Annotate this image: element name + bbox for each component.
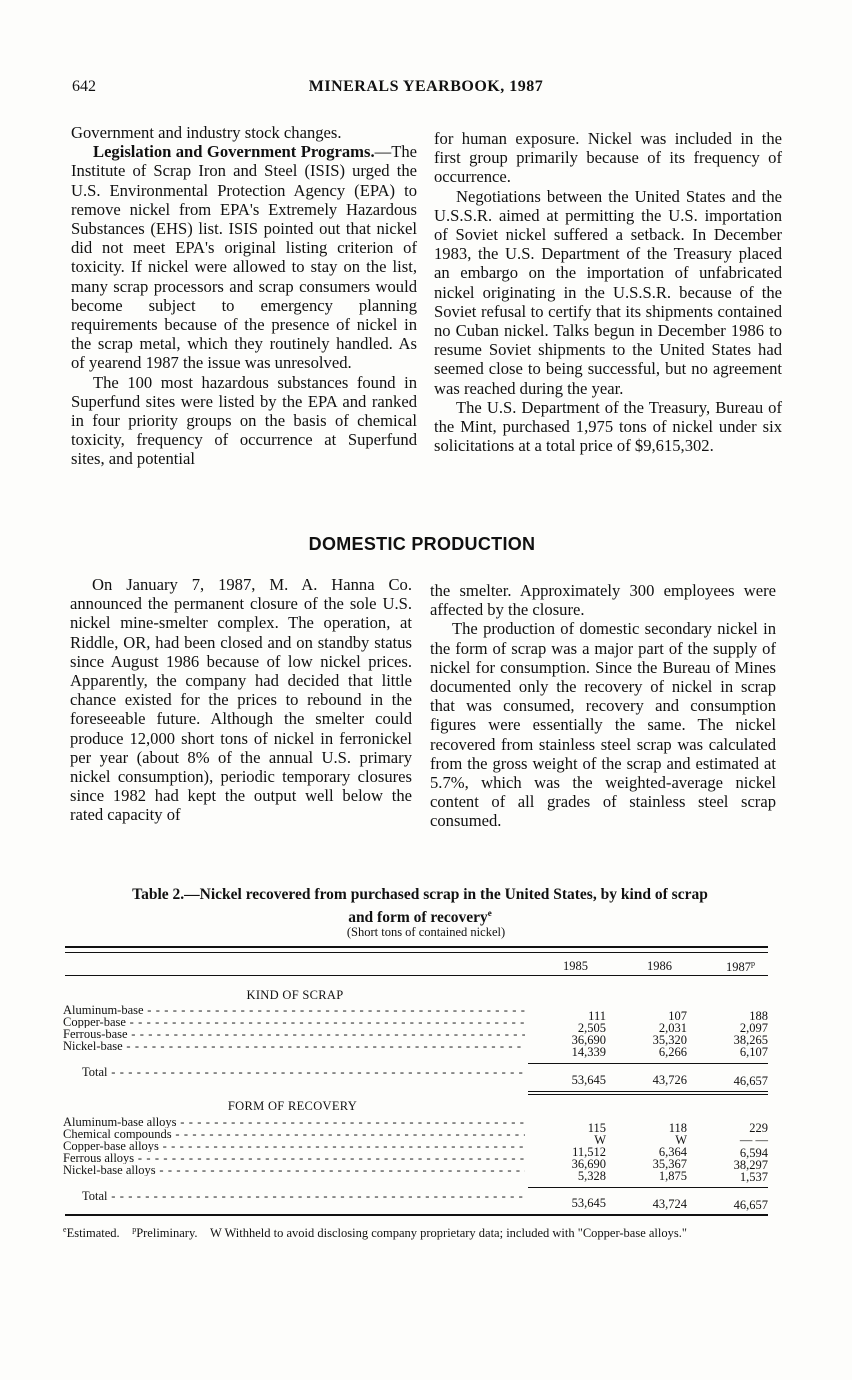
table-title <box>60 885 780 927</box>
row-label-nickel-base: Nickel-base - - - <box>63 1040 525 1052</box>
cell-total: 53,645 <box>571 1196 606 1210</box>
cell: 118 <box>668 1121 687 1135</box>
legislation-body: —The Institute of Scrap Iron and Steel (ISIS) urged the U.S. Environmental Protection Agency (EPA) to remove nickel from EPA's Extremely Hazardous Substances (EHS) list. ISIS pointed out that nickel did not meet EPA's original listing criterion of toxicity. If nickel were allowed to stay on the list, many scrap processors and scrap consumers would become subject to emergency planning requirements because of the presence of nickel in the scrap metal, which they routinely handled. As of yearend 1987 the issue was unresolved. <box>71 142 417 373</box>
cell: 115 <box>587 1121 606 1135</box>
cell: W <box>675 1133 687 1147</box>
column-header-1986: 1986 <box>647 959 672 973</box>
cell: 5,328 <box>577 1169 606 1183</box>
cell: 1,537 <box>739 1170 768 1184</box>
cell: 1,875 <box>658 1169 687 1183</box>
cell-total: 43,726 <box>652 1073 687 1087</box>
row-label-chemical-compounds: Chemical compounds - - - <box>63 1128 525 1140</box>
cell: W <box>594 1133 606 1147</box>
cell: 35,367 <box>652 1157 687 1171</box>
row-label-aluminum-base: Aluminum-base - - - <box>63 1004 525 1016</box>
total-rule <box>528 1091 768 1092</box>
footnote-withheld: W Withheld to avoid disclosing company proprietary data; included with "Copper-base alloys." <box>210 1226 687 1241</box>
row-label-nickel-base-alloys: Nickel-base alloys - - - <box>63 1164 525 1176</box>
running-title: MINERALS YEARBOOK, 1987 <box>308 78 544 95</box>
cell: 6,594 <box>739 1146 768 1160</box>
table-bottom-rule <box>65 1214 768 1216</box>
column-right-bottom <box>430 581 776 831</box>
cell: 2,505 <box>577 1021 606 1035</box>
cell: 2,031 <box>658 1021 687 1035</box>
table-top-rule <box>65 946 768 948</box>
table-top-rule-inner <box>65 952 768 953</box>
paragraph-legislation <box>71 142 417 372</box>
table-header-rule <box>65 975 768 976</box>
page-number: 642 <box>72 78 96 95</box>
subtotal-rule <box>528 1187 768 1188</box>
paragraph-superfund: The 100 most hazardous substances found in Superfund sites were listed by the EPA and ranked in four priority groups on the basis of chemical toxicity, frequency of occurrence at Superfund sites, and potential <box>71 372 417 469</box>
cell: 229 <box>749 1121 768 1135</box>
row-label-kind-total: Total - - - <box>82 1066 525 1078</box>
cell: 36,690 <box>571 1033 606 1047</box>
cell-total: 46,657 <box>733 1074 768 1088</box>
subtotal-rule <box>528 1063 768 1064</box>
legislation-heading: Legislation and Government Programs. <box>93 142 375 162</box>
cell: 6,364 <box>658 1145 687 1159</box>
column-header-1987: 1987$^p$ <box>726 959 755 975</box>
footnote-preliminary: Preliminary. <box>136 1226 198 1241</box>
row-label-form-total: Total - - - <box>82 1190 525 1202</box>
row-label-ferrous-base: Ferrous-base - - - <box>63 1028 525 1040</box>
cell-total: 46,657 <box>733 1198 768 1212</box>
cell: 35,320 <box>652 1033 687 1047</box>
footnote-estimated: Estimated. <box>66 1226 120 1241</box>
paragraph-closure: On January 7, 1987, M. A. Hanna Co. announced the permanent closure of the sole U.S. nickel mine-smelter complex. The operation, at Riddle, OR, had been closed and on standby status since August 1986 because of low nickel prices. Apparently, the company had decided that little chance existed for the prices to rebound in the foreseeable future. Although the smelter could produce 12,000 short tons of nickel in ferronickel per year (about 8% of the annual U.S. primary nickel consumption), periodic temporary closures since 1982 had kept the output well below the rated capacity of <box>70 575 412 825</box>
cell-total: 53,645 <box>571 1073 606 1087</box>
cell: 107 <box>668 1009 687 1023</box>
cell: 14,339 <box>571 1045 606 1059</box>
cell: 6,266 <box>658 1045 687 1059</box>
section-heading-domestic-production: DOMESTIC PRODUCTION <box>308 534 536 554</box>
cell-dash: — — <box>739 1133 768 1147</box>
cell: 6,107 <box>739 1045 768 1059</box>
table-title-sup: e <box>487 908 492 918</box>
cell: 2,097 <box>739 1021 768 1035</box>
total-rule-double <box>528 1094 768 1095</box>
cell: 36,690 <box>571 1157 606 1171</box>
row-label-aluminum-base-alloys: Aluminum-base alloys - - - <box>63 1116 525 1128</box>
column-left-top <box>71 123 417 469</box>
paragraph-negotiations: Negotiations between the United States and the U.S.S.R. aimed at permitting the U.S. importation of Soviet nickel suffered a setback. In December 1983, the U.S. Department of the Treasury placed an embargo on the importation of unfabricated nickel originating in the U.S.S.R. because of the Soviet refusal to certify that its shipments contained no Cuban nickel. Talks begun in December 1986 to resume Soviet shipments to the United States had seemed close to being successful, but no agreement was reached during the year. <box>434 186 782 398</box>
row-label-ferrous-alloys: Ferrous alloys - - - <box>63 1152 525 1164</box>
footnote-e-mark: e <box>63 1225 67 1234</box>
paragraph-secondary: The production of domestic secondary nickel in the form of scrap was a major part of the supply of nickel for consumption. Since the Bureau of Mines documented only the recovery of nickel in scrap that was consumed, recovery and consumption figures were essentially the same. The nickel recovered from stainless steel scrap was calculated from the gross weight of the scrap and estimated at 5.7%, which was the weighted-average nickel content of all grades of stainless steel scrap consumed. <box>430 619 776 831</box>
column-header-1985: 1985 <box>563 959 588 973</box>
column-right-top <box>434 129 782 455</box>
table-title-line2: and form of recovery <box>348 909 488 927</box>
column-left-bottom <box>70 575 412 825</box>
cell: 38,297 <box>733 1158 768 1172</box>
kind-of-scrap-heading: KIND OF SCRAP <box>246 988 344 1002</box>
table-footnote <box>63 1223 773 1240</box>
row-label-copper-base: Copper-base - - - <box>63 1016 525 1028</box>
row-label-copper-base-alloys: Copper-base alloys - - - <box>63 1140 525 1152</box>
paragraph-exposure: for human exposure. Nickel was included in the first group primarily because of its frequency of occurrence. <box>434 129 782 187</box>
paragraph-smelter: the smelter. Approximately 300 employees were affected by the closure. <box>430 581 776 620</box>
cell: 111 <box>588 1009 606 1023</box>
paragraph-mint: The U.S. Department of the Treasury, Bureau of the Mint, purchased 1,975 tons of nickel under six solicitations at a total price of $9,615,302. <box>434 397 782 456</box>
cell: 11,512 <box>572 1145 606 1159</box>
footnote-p-mark: p <box>132 1225 137 1234</box>
cell: 188 <box>749 1009 768 1023</box>
cell-total: 43,724 <box>652 1197 687 1211</box>
table-subtitle: (Short tons of contained nickel) <box>346 925 506 939</box>
paragraph-continuation: Government and industry stock changes. <box>71 123 342 142</box>
table-title-line1: Table 2.—Nickel recovered from purchased scrap in the United States, by kind of scrap <box>132 886 708 903</box>
cell: 38,265 <box>733 1033 768 1047</box>
form-of-recovery-heading: FORM OF RECOVERY <box>227 1099 358 1113</box>
